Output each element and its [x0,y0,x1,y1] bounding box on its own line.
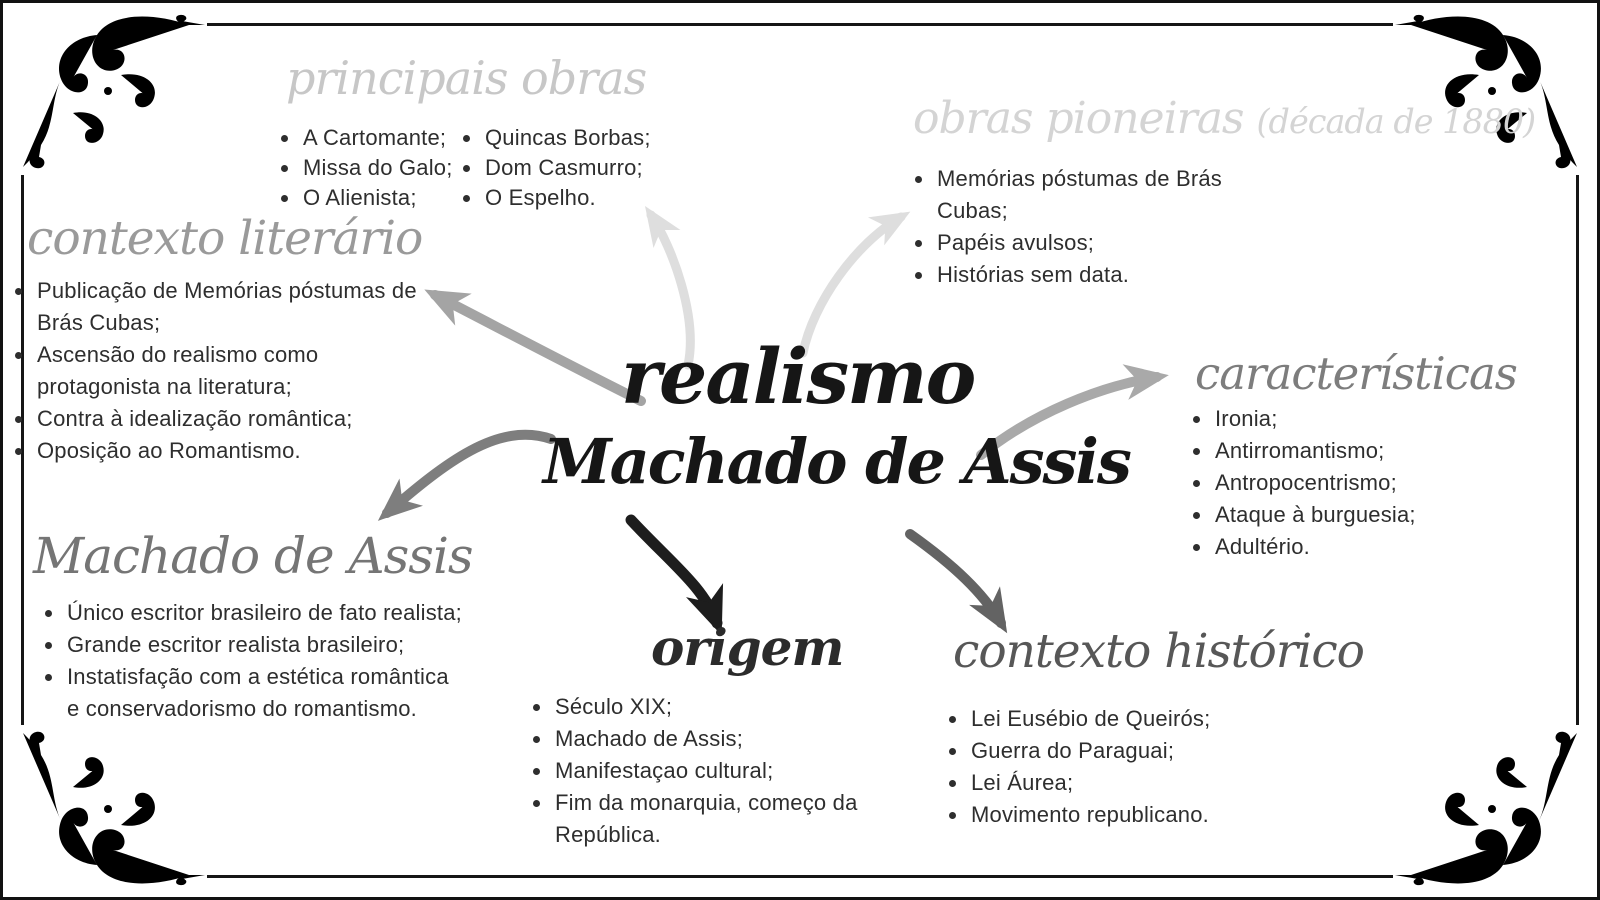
list-item: • Ataque à burguesia; [1213,499,1416,531]
branch-list-principais-obras-col1 [275,123,453,213]
list-item: • Antropocentrismo; [1213,467,1416,499]
list-item: • A Cartomante; [301,123,453,153]
list-item: • Adultério. [1213,531,1416,563]
frame-border-top [207,23,1393,26]
list-item: • Lei Eusébio de Queirós; [969,703,1314,735]
branch-list-caracteristicas [1187,403,1416,563]
branch-heading-principais-obras: principais obras [286,51,647,105]
list-item: • Ironia; [1213,403,1416,435]
list-item: • Único escritor brasileiro de fato realista; [65,597,465,629]
branch-heading-contexto-historico: contexto histórico [953,624,1364,679]
list-item: • Século XIX; [553,691,909,723]
frame-border-bottom [207,875,1393,878]
list-item: • Antirromantismo; [1213,435,1416,467]
branch-heading-note: (década de 1880) [1256,102,1536,141]
branch-list-contexto-literario [9,275,427,467]
branch-heading-contexto-literario: contexto literário [27,211,423,266]
branch-list-contexto-historico [943,703,1314,831]
list-item: • Memórias póstumas de Brás Cubas; [935,163,1247,227]
list-item: • Machado de Assis; [553,723,909,755]
corner-flourish-icon [15,727,205,887]
list-item: • Contra à idealização romântica; [35,403,427,435]
list-item: • O Alienista; [301,183,453,213]
list-item: • Instatisfação com a estética romântica e conservadorismo do romantismo. [65,661,465,725]
list-item: • Movimento republicano. [969,799,1314,831]
branch-heading-origem: origem [651,618,844,677]
center-title-machado: Machado de Assis [543,425,1130,498]
list-item: • Publicação de Memórias póstumas de Brás Cubas; [35,275,427,339]
list-item: • O Espelho. [483,183,651,213]
list-item: • Fim da monarquia, começo da República. [553,787,909,851]
corner-flourish-icon [15,13,205,173]
branch-list-principais-obras-col2 [457,123,651,213]
corner-flourish-icon [1395,727,1585,887]
list-item: • Grande escritor realista brasileiro; [65,629,465,661]
list-item: • Missa do Galo; [301,153,453,183]
list-item: • Histórias sem data. [935,259,1247,291]
arrow-to-origem [631,520,717,623]
list-item: • Ascensão do realismo como protagonista na literatura; [35,339,427,403]
branch-list-machado-de-assis [39,597,465,725]
list-item: • Dom Casmurro; [483,153,651,183]
branch-heading-obras-pioneiras [913,93,1536,144]
list-item: • Papéis avulsos; [935,227,1247,259]
branch-heading-caracteristicas: características [1195,347,1517,400]
list-item: • Guerra do Paraguai; [969,735,1314,767]
corner-flourish-icon [1395,13,1585,173]
list-item: • Manifestaçao cultural; [553,755,909,787]
arrow-to-contexto-historico [910,534,1001,623]
frame-border-right [1576,175,1579,725]
arrow-to-contexto-literario [435,295,641,401]
list-item: • Quincas Borbas; [483,123,651,153]
branch-heading-machado-de-assis: Machado de Assis [33,527,473,585]
branch-list-obras-pioneiras [909,163,1247,291]
branch-list-origem [527,691,909,851]
branch-heading-text: obras pioneiras [913,93,1244,144]
list-item: • Oposição ao Romantismo. [35,435,427,467]
list-item: • Lei Áurea; [969,767,1314,799]
center-title-realismo: realismo [621,332,975,421]
